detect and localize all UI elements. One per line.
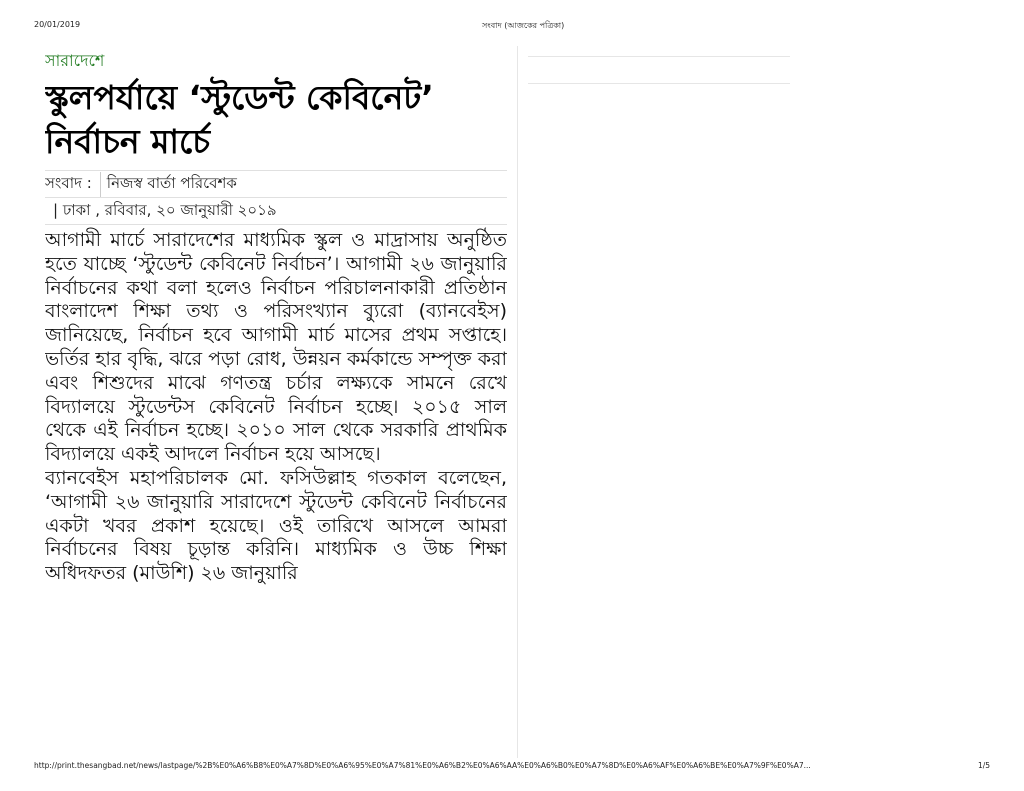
headline: স্কুলপর্যায়ে ‘স্টুডেন্ট কেবিনেট’ নির্বাচন মার্চে [45, 78, 434, 161]
column-divider [517, 46, 518, 758]
article [45, 50, 507, 752]
section-link[interactable]: সারাদেশে [45, 51, 105, 70]
print-footer [0, 761, 1024, 773]
sidebar-divider [528, 56, 790, 57]
article-paragraph: ব্যানবেইস মহাপরিচালক মো. ফসিউল্লাহ গতকাল বলেছেন, ‘আগামী ২৬ জানুয়ারি সারাদেশে স্টুডেন্ট কেবিনেট নির্বাচনের একটা খবর প্রকাশ হয়েছে। ওই তারিখে আসলে আমরা নির্বাচনের বিষয় চূড়ান্ত করিনি। মাধ্যমিক ও উচ্চ শিক্ষা অধিদফতর (মাউশি) ২৬ জানুয়ারি [45, 466, 507, 585]
print-page-title: সংবাদ (আজকের পত্রিকা) [482, 21, 565, 30]
article-paragraph: আগামী মার্চে সারাদেশের মাধ্যমিক স্কুল ও মাদ্রাসায় অনুষ্ঠিত হতে যাচ্ছে ‘স্টুডেন্ট কেবিনেট নির্বাচন’। আগামী ২৬ জানুয়ারি নির্বাচনের কথা বলা হলেও নির্বাচন পরিচালনাকারী প্রতিষ্ঠান বাংলাদেশ শিক্ষা তথ্য ও পরিসংখ্যান ব্যুরো (ব্যানবেইস) জানিয়েছে, নির্বাচন হবে আগামী মার্চ মাসের প্রথম সপ্তাহে। ভর্তির হার বৃদ্ধি, ঝরে পড়া রোধ, উন্নয়ন কর্মকান্ডে সম্পৃক্ত করা এবং শিশুদের মাঝে গণতন্ত্র চর্চার লক্ষ্যকে সামনে রেখে বিদ্যালয়ে স্টুডেন্টস কেবিনেট নির্বাচন হচ্ছে। ২০১৫ সাল থেকে এই নির্বাচন হচ্ছে। ২০১০ সাল থেকে সরকারি প্রাথমিক বিদ্যালয়ে একই আদলে নির্বাচন হয়ে আসছে। [45, 229, 507, 466]
sidebar-divider [528, 83, 790, 84]
page-number: 1/5 [978, 761, 991, 770]
article-body [45, 229, 507, 586]
byline-row [45, 170, 507, 198]
dateline: | ঢাকা , রবিবার, ২০ জানুয়ারী ২০১৯ [45, 198, 507, 225]
print-url: http://print.thesangbad.net/news/lastpage/%2B%E0%A6%B8%E0%A7%8D%E0%A6%95%E0%A7%81%E0%A6%B2%E0%A6%AA%E0%A6%B0%E0%A7%8D%E0%A6%AF%E0%A6%BE%E0%A7%9F%E0%A7... [34, 761, 811, 770]
print-date: 20/01/2019 [34, 20, 81, 29]
print-header [0, 20, 1024, 32]
reporter-name: নিজস্ব বার্তা পরিবেশক [106, 173, 237, 192]
byline-label: সংবাদ : [45, 172, 101, 197]
